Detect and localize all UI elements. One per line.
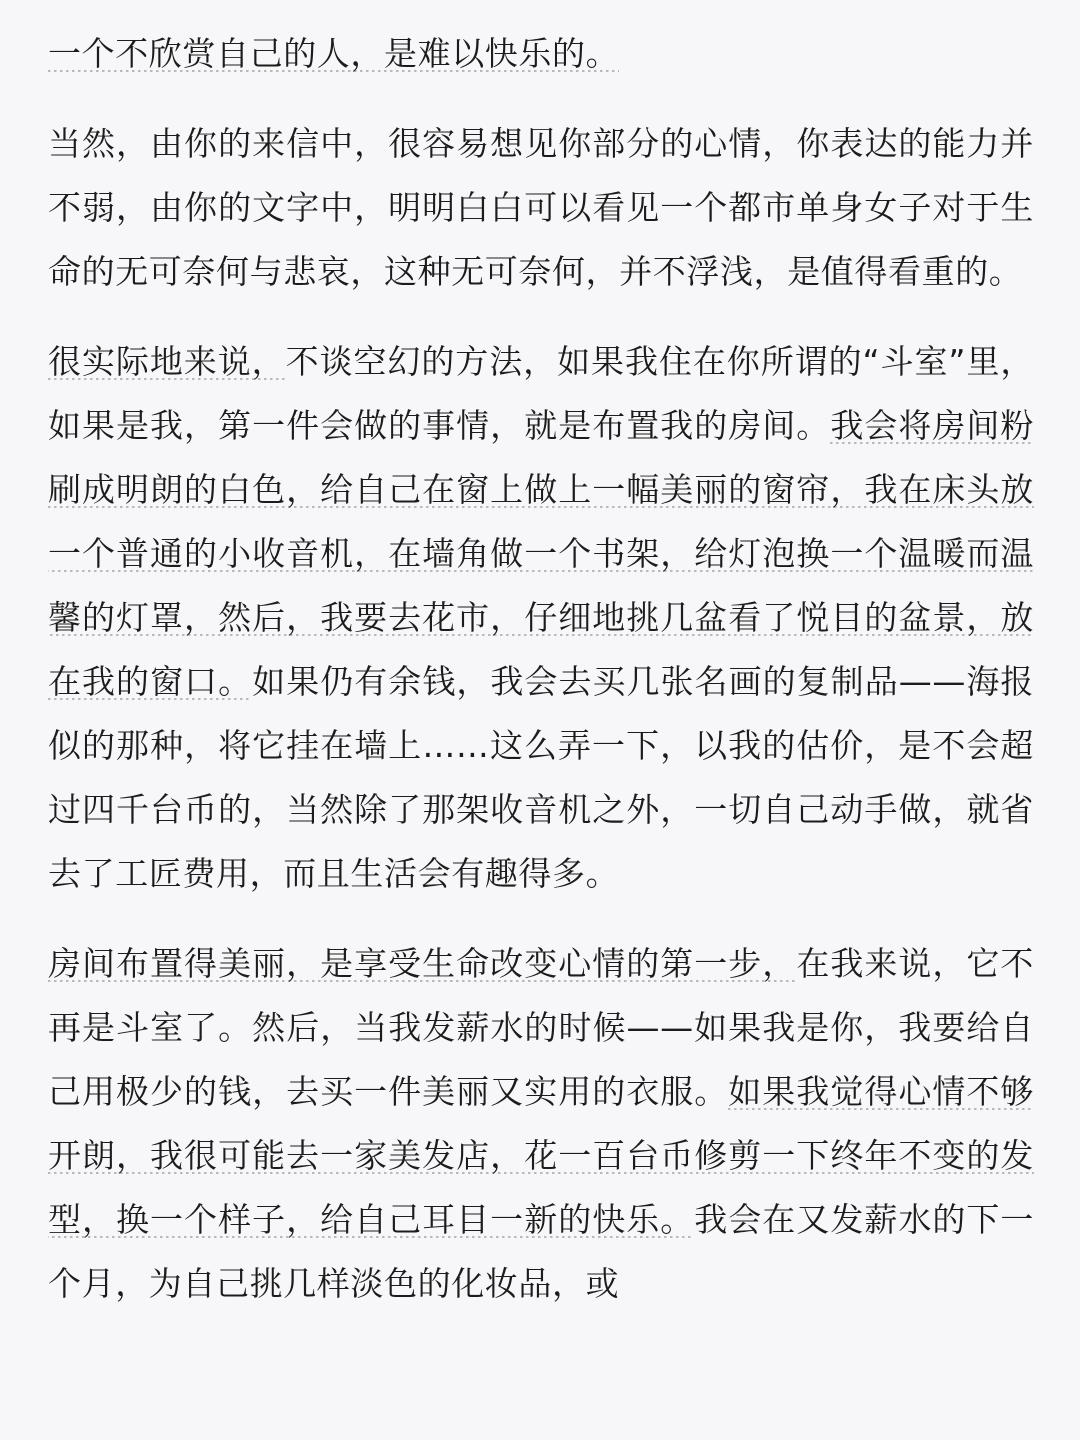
highlighted-sentence[interactable]: 很实际地来说， <box>48 342 286 381</box>
highlighted-sentence[interactable]: 房间布置得美丽，是享受生命改变心情的第一步， <box>48 944 797 983</box>
paragraph-1 <box>48 22 1034 86</box>
highlighted-sentence[interactable]: 一个不欣赏自己的人，是难以快乐的。 <box>48 34 620 73</box>
paragraph-text: 当然，由你的来信中，很容易想见你部分的心情，你表达的能力并不弱，由你的文字中，明明白白可以看见一个都市单身女子对于生命的无可奈何与悲哀，这种无可奈何，并不浮浅，是值得看重的。 <box>48 124 1034 291</box>
paragraph-3 <box>48 330 1034 906</box>
paragraph-text: 我会在又发薪水的下一个月，为自己挑几样淡色的化妆品，或 <box>48 1200 1035 1303</box>
highlighted-sentence[interactable]: 我会将房间粉刷成明朗的白色，给自己在窗上做上一幅美丽的窗帘，我在床头放一个普通的小收音机，在墙角做一个书架，给灯泡换一个温暖而温馨的灯罩，然后，我要去花市，仔细地挑几盆看了悦目的盆景，放在我的窗口。 <box>48 406 1034 701</box>
paragraph-text: 如果仍有余钱，我会去买几张名画的复制品——海报似的那种，将它挂在墙上……这么弄一下，以我的估价，是不会超过四千台币的，当然除了那架收音机之外，一切自己动手做，就省去了工匠费用，而且生活会有趣得多。 <box>48 662 1034 893</box>
paragraph-text: 在我来说，它不再是斗室了。然后，当我发薪水的时候——如果我是你，我要给自己用极少的钱，去买一件美丽又实用的衣服。 <box>48 944 1034 1111</box>
paragraph-4 <box>48 932 1034 1316</box>
highlighted-sentence[interactable]: 如果我觉得心情不够开朗，我很可能去一家美发店，花一百台币修剪一下终年不变的发型，换一个样子，给自己耳目一新的快乐。 <box>48 1072 1034 1239</box>
bottom-fade <box>0 1412 1080 1440</box>
paragraph-2 <box>48 112 1034 304</box>
paragraph-text: 不谈空幻的方法，如果我住在你所谓的“斗室”里，如果是我，第一件会做的事情，就是布置我的房间。 <box>48 342 1035 445</box>
